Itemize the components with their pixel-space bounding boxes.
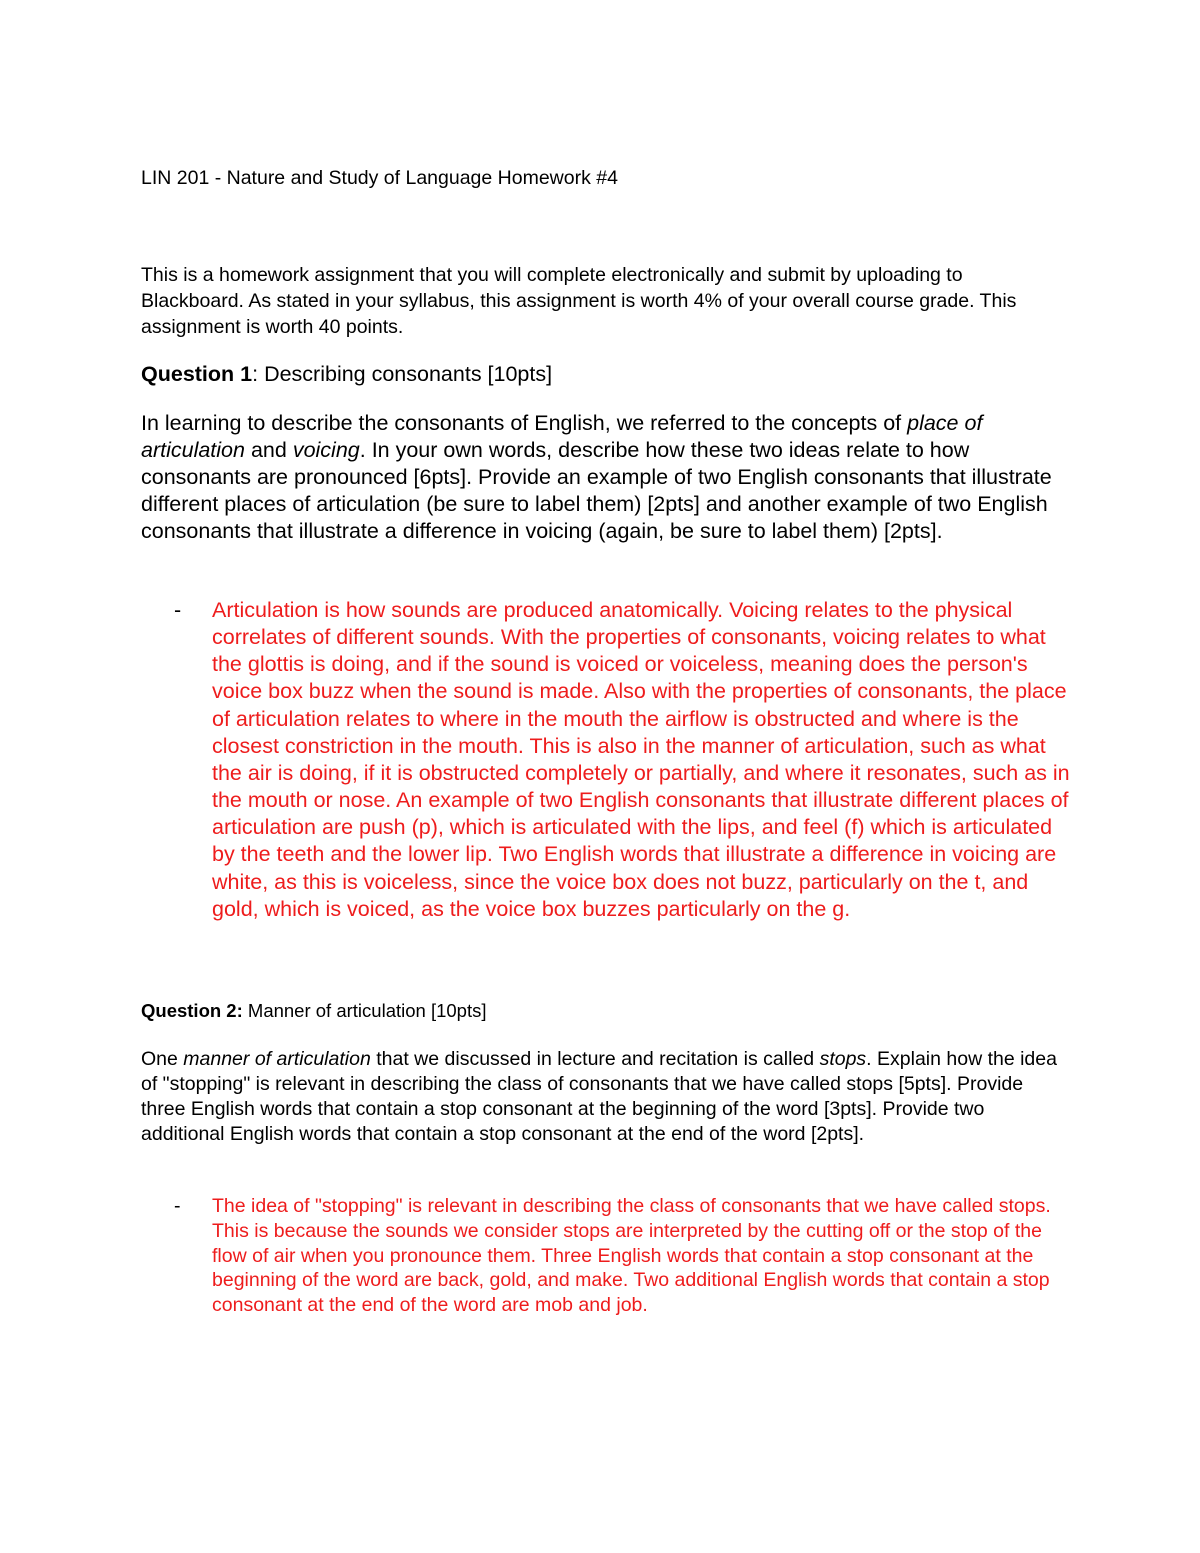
question-2-prompt-text-1: One <box>141 1048 184 1070</box>
question-1-answer <box>141 597 1071 923</box>
question-2-answer-bullet: - <box>174 1195 181 1217</box>
question-2-prompt <box>141 1047 1071 1147</box>
question-2-heading <box>141 998 1066 1023</box>
question-2-topic: Manner of articulation [10pts] <box>242 1000 487 1021</box>
question-1-topic: Describing consonants [10pts] <box>264 362 553 386</box>
document-title: LIN 201 - Nature and Study of Language Homework #4 <box>141 167 618 189</box>
question-2-prompt-text-2: that we discussed in lecture and recitation is called <box>370 1048 820 1070</box>
question-2-label: Question 2: <box>141 1000 243 1021</box>
question-1-answer-text: Articulation is how sounds are produced anatomically. Voicing relates to the physical correlates of different sounds. With the properties of consonants, voicing relates to what the glottis is doing, and if the sound is voiced or voiceless, meaning does the person's voice box buzz when the sound is made. Also with the properties of consonants, the place of articulation relates to where in the mouth the airflow is obstructed and where is the closest constriction in the mouth. This is also in the manner of articulation, such as what the air is doing, if it is obstructed completely or partially, and where it resonates, such as in the mouth or nose. An example of two English consonants that illustrate different places of articulation are push (p), which is articulated with the lips, and feel (f) which is articulated by the teeth and the lower lip. Two English words that illustrate a difference in voicing are white, as this is voiceless, since the voice box does not buzz, particularly on the t, and gold, which is voiced, as the voice box buzzes particularly on the g. <box>212 598 1070 921</box>
question-2-term-manner-of-articulation: manner of articulation <box>183 1048 371 1070</box>
question-1-label: Question 1 <box>141 362 253 386</box>
question-1-term-voicing: voicing <box>292 438 360 462</box>
question-2-answer-text: The idea of "stopping" is relevant in describing the class of consonants that we have called stops. This is because the sounds we consider stops are interpreted by the cutting off or the stop of the flow of air when you pronounce them. Three English words that contain a stop consonant at the beginning of the word are back, gold, and make. Two additional English words that contain a stop consonant at the end of the word are mob and job. <box>212 1195 1051 1317</box>
question-1-colon: : <box>252 362 265 386</box>
question-2-term-stops: stops <box>819 1048 867 1070</box>
question-1-prompt-and: and <box>244 438 293 462</box>
question-1-term-place-of-articulation: place of articulation <box>141 411 983 462</box>
question-1-heading <box>141 360 1066 388</box>
question-1-answer-bullet: - <box>174 598 182 622</box>
question-1-prompt <box>141 410 1066 545</box>
intro-paragraph: This is a homework assignment that you will complete electronically and submit by uploading to Blackboard. As stated in your syllabus, this assignment is worth 4% of your overall course grade. This assignment is worth 40 points. <box>141 264 1017 338</box>
question-1-prompt-text-2: . In your own words, describe how these two ideas relate to how consonants are pronounced [6pts]. Provide an example of two English consonants that illustrate different places of articulation (be sure to label them) [2pts] and another example of two English consonants that illustrate a difference in voicing (again, be sure to label them) [2pts]. <box>141 438 1052 543</box>
question-1-prompt-text-1: In learning to describe the consonants of English, we referred to the concepts of <box>141 411 908 435</box>
question-2-prompt-text-3: . Explain how the idea of "stopping" is relevant in describing the class of consonants that we have called stops [5pts]. Provide three English words that contain a stop consonant at the beginning of the word [3pts]. Provide two additional English words that contain a stop consonant at the end of the word [2pts]. <box>141 1048 1057 1145</box>
question-2-answer <box>141 1194 1071 1318</box>
